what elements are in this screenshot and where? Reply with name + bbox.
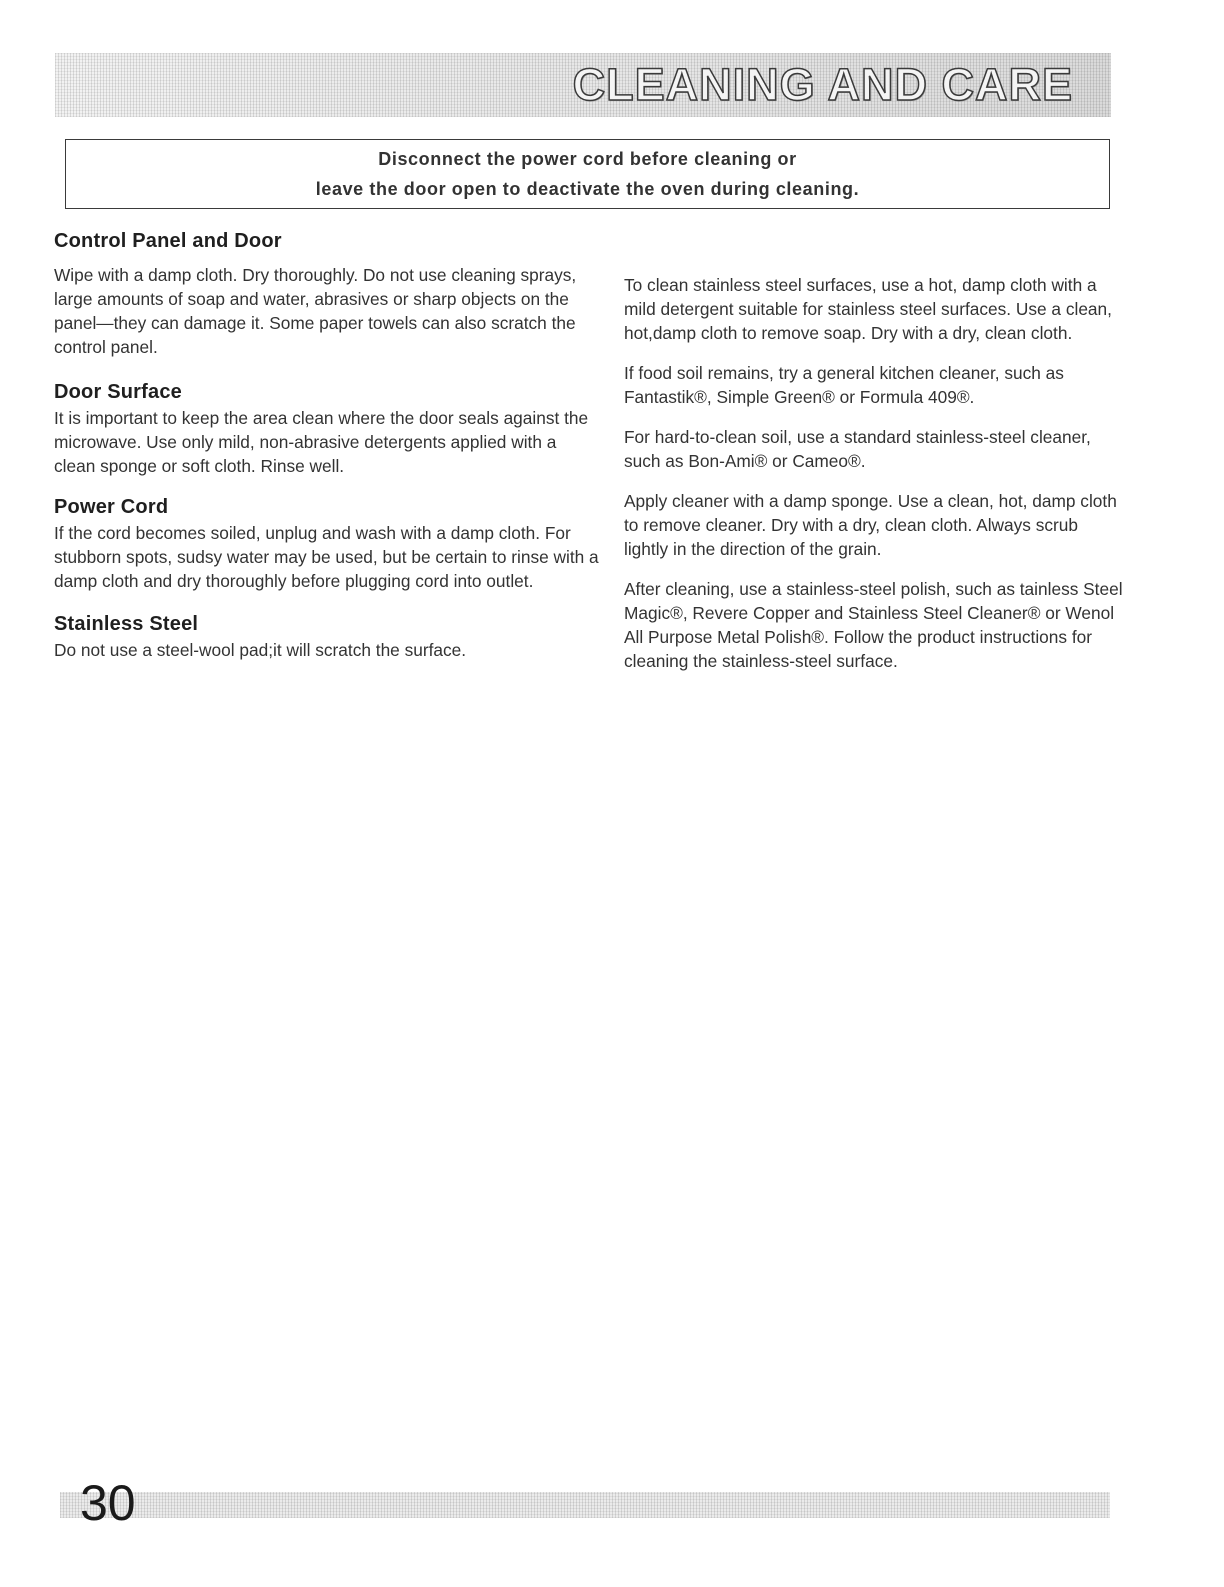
section-heading: Power Cord bbox=[54, 496, 169, 518]
section-heading: Door Surface bbox=[54, 381, 182, 403]
footer-bar bbox=[60, 1492, 1110, 1518]
page-number: 30 bbox=[80, 1475, 136, 1531]
page-title: CLEANING AND CARE bbox=[572, 59, 1073, 110]
header-banner bbox=[55, 53, 1111, 117]
section-body: Wipe with a damp cloth. Dry thoroughly. Do not use cleaning sprays, large amounts of soap and water, abrasives or sharp objects on the panel—they can damage it. Some paper towels can also scratch the control panel. bbox=[54, 265, 577, 357]
paragraph-apply-cleaner: Apply cleaner with a damp sponge. Use a clean, hot, damp cloth to remove cleaner. Dry with a dry, clean cloth. Always scrub lightly in the direction of the grain. bbox=[624, 491, 1117, 559]
paragraph-hard-to-clean: For hard-to-clean soil, use a standard stainless-steel cleaner, such as Bon-Ami® or Cameo®. bbox=[624, 427, 1091, 471]
paragraph-after-cleaning: After cleaning, use a stainless-steel polish, such as tainless Steel Magic®, Revere Copper and Stainless Steel Cleaner® or Wenol All Purpose Metal Polish®. Follow the product instructions for cleaning the stainless-steel surface. bbox=[624, 579, 1123, 671]
paragraph-food-soil: If food soil remains, try a general kitchen cleaner, such as Fantastik®, Simple Green® or Formula 409®. bbox=[624, 363, 1064, 407]
section-heading: Stainless Steel bbox=[54, 613, 199, 635]
warning-line-1: Disconnect the power cord before cleaning or bbox=[378, 149, 797, 169]
section-control-panel bbox=[54, 230, 599, 359]
section-power-cord bbox=[54, 496, 599, 593]
section-body: It is important to keep the area clean where the door seals against the microwave. Use only mild, non-abrasive detergents applied with a clean sponge or soft cloth. Rinse well. bbox=[54, 408, 589, 476]
section-body: Do not use a steel-wool pad;it will scratch the surface. bbox=[54, 640, 467, 660]
section-heading: Control Panel and Door bbox=[54, 230, 282, 252]
section-body: If the cord becomes soiled, unplug and wash with a damp cloth. For stubborn spots, sudsy water may be used, but be certain to rinse with a damp cloth and dry thoroughly before plugging cord into outlet. bbox=[54, 523, 599, 591]
section-door-surface bbox=[54, 381, 599, 478]
left-column bbox=[54, 230, 599, 676]
paragraph-stainless-clean: To clean stainless steel surfaces, use a hot, damp cloth with a mild detergent suitable for stainless steel surfaces. Use a clean, hot,damp cloth to remove soap. Dry with a dry, clean cloth. bbox=[624, 275, 1112, 343]
section-stainless-steel bbox=[54, 613, 599, 662]
warning-line-2: leave the door open to deactivate the oven during cleaning. bbox=[315, 179, 860, 199]
right-column bbox=[624, 273, 1124, 689]
warning-box bbox=[65, 139, 1110, 209]
